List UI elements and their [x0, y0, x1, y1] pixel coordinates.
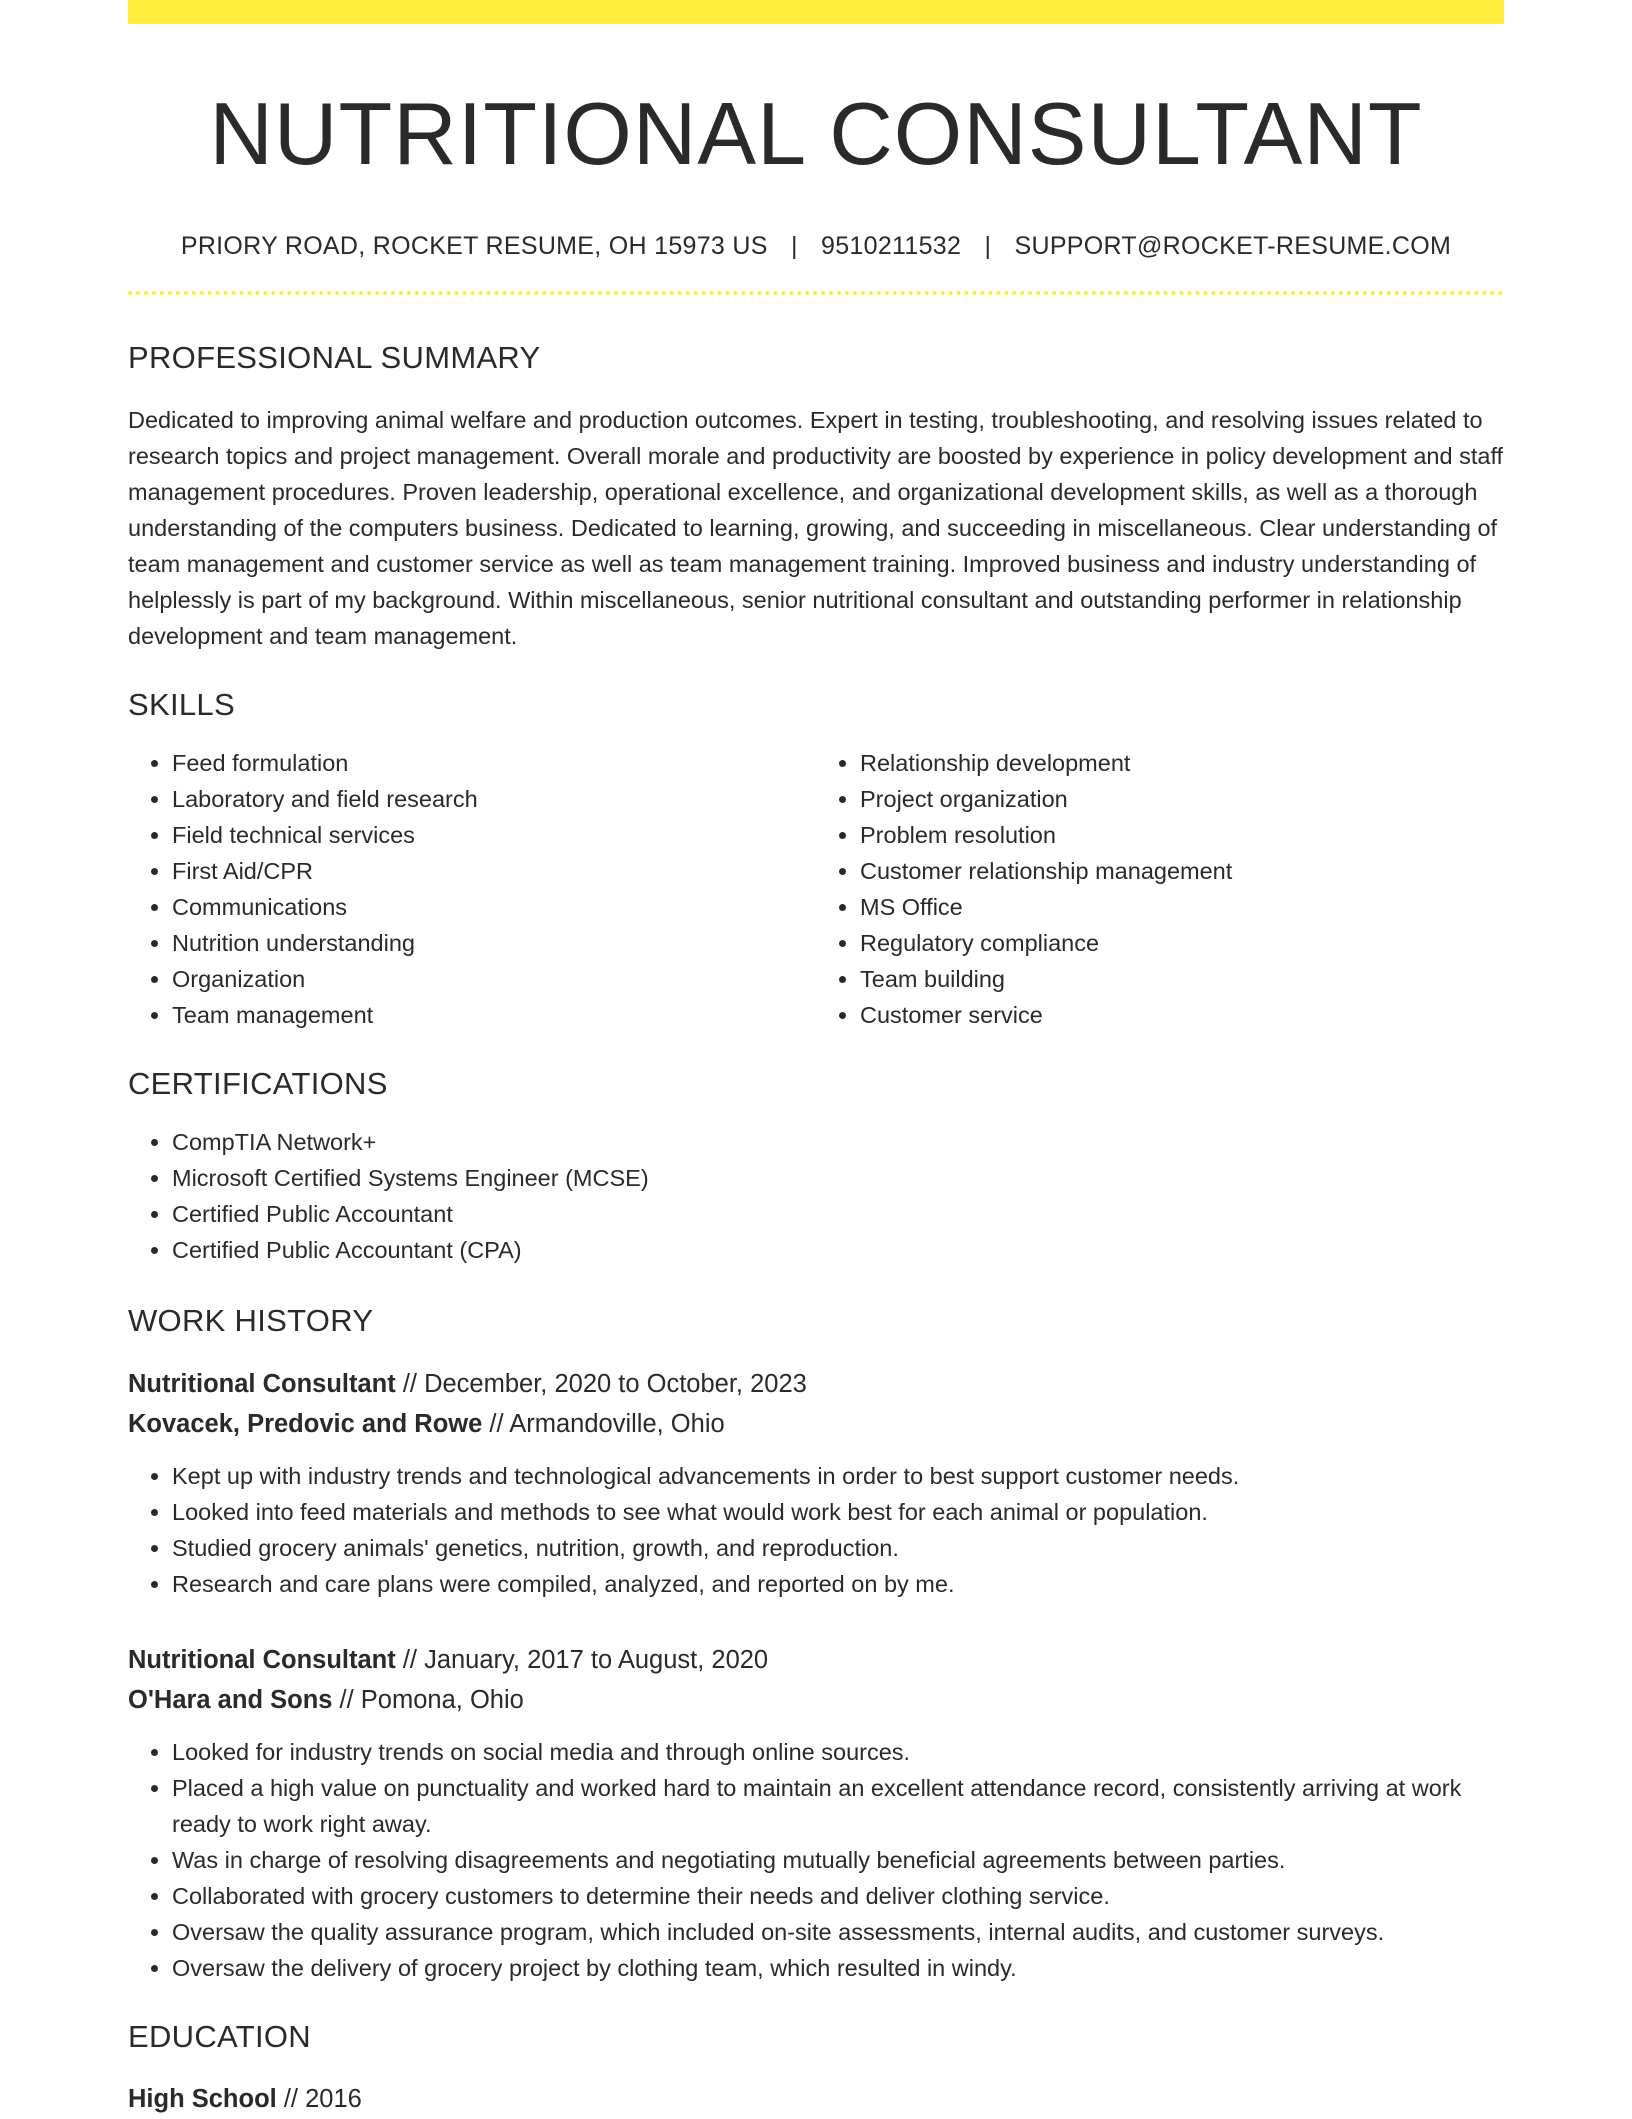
education-degree: High School: [128, 2084, 277, 2113]
section-title-skills: SKILLS: [128, 686, 235, 722]
education-entry: [128, 2079, 1504, 2119]
skills-section: [128, 686, 1504, 1033]
job-bullet: • Kept up with industry trends and technological advancements in order to best support customer needs.: [172, 1458, 1504, 1494]
job-company-line: [128, 1404, 1504, 1444]
resume-title: NUTRITIONAL CONSULTANT: [209, 84, 1423, 183]
certifications-list: [128, 1124, 1504, 1268]
job-location: // Pomona, Ohio: [332, 1685, 524, 1714]
email: SUPPORT@ROCKET-RESUME.COM: [1014, 231, 1452, 260]
skill-item: • Problem resolution: [860, 817, 1504, 853]
job-bullet: • Research and care plans were compiled, analyzed, and reported on by me.: [172, 1566, 1504, 1602]
skills-columns: [128, 745, 1504, 1033]
resume-page: [128, 0, 1504, 2119]
job-role: Nutritional Consultant: [128, 1645, 396, 1674]
job-bullet: • Collaborated with grocery customers to determine their needs and deliver clothing service.: [172, 1878, 1504, 1914]
skill-item: • Nutrition understanding: [172, 925, 816, 961]
address: PRIORY ROAD, ROCKET RESUME, OH 15973 US: [180, 231, 768, 260]
education-section: [128, 2018, 1504, 2119]
separator: |: [790, 231, 798, 260]
skill-item: • MS Office: [860, 889, 1504, 925]
job-bullets: [128, 1458, 1504, 1602]
section-title-education: EDUCATION: [128, 2018, 311, 2054]
summary-section: [128, 339, 1504, 654]
skill-item: • Team building: [860, 961, 1504, 997]
skill-item: • Customer relationship management: [860, 853, 1504, 889]
certification-item: • CompTIA Network+: [172, 1124, 1504, 1160]
certification-item: • Microsoft Certified Systems Engineer (MCSE): [172, 1160, 1504, 1196]
job-bullet: • Looked for industry trends on social media and through online sources.: [172, 1734, 1504, 1770]
separator: |: [984, 231, 992, 260]
job-bullet: • Placed a high value on punctuality and worked hard to maintain an excellent attendance record, consistently arriving at work ready to work right away.: [172, 1770, 1504, 1842]
section-title-certifications: CERTIFICATIONS: [128, 1066, 388, 1102]
section-title-summary: PROFESSIONAL SUMMARY: [128, 339, 541, 375]
skill-item: • Organization: [172, 961, 816, 997]
job-entry: [128, 1364, 1504, 1602]
job-company-line: [128, 1680, 1504, 1720]
skill-item: • Project organization: [860, 781, 1504, 817]
contact-line: [128, 231, 1504, 261]
skill-item: • Relationship development: [860, 745, 1504, 781]
skill-item: • First Aid/CPR: [172, 853, 816, 889]
skills-list-right: [816, 745, 1504, 1033]
skill-item: • Communications: [172, 889, 816, 925]
job-title-line: [128, 1364, 1504, 1404]
job-role: Nutritional Consultant: [128, 1369, 396, 1398]
skill-item: • Customer service: [860, 997, 1504, 1033]
job-company: Kovacek, Predovic and Rowe: [128, 1409, 483, 1438]
certification-item: • Certified Public Accountant (CPA): [172, 1232, 1504, 1268]
skill-item: • Team management: [172, 997, 816, 1033]
job-bullet: • Oversaw the delivery of grocery project by clothing team, which resulted in windy.: [172, 1950, 1504, 1986]
skill-item: • Regulatory compliance: [860, 925, 1504, 961]
summary-text: Dedicated to improving animal welfare and production outcomes. Expert in testing, troubleshooting, and resolving issues related to research topics and project management. Overall morale and productivity are boosted by experience in policy development and staff management procedures. Proven leadership, operational excellence, and organizational development skills, as well as a thorough understanding of the computers business. Dedicated to learning, growing, and succeeding in miscellaneous. Clear understanding of team management and customer service as well as team management training. Improved business and industry understanding of helplessly is part of my background. Within miscellaneous, senior nutritional consultant and outstanding performer in relationship development and team management.: [128, 406, 1504, 649]
phone: 9510211532: [821, 231, 962, 260]
job-bullet: • Looked into feed materials and methods to see what would work best for each animal or population.: [172, 1494, 1504, 1530]
certification-item: • Certified Public Accountant: [172, 1196, 1504, 1232]
dotted-divider: [128, 291, 1504, 295]
job-entry: [128, 1640, 1504, 1986]
job-title-line: [128, 1640, 1504, 1680]
job-bullet: • Studied grocery animals' genetics, nutrition, growth, and reproduction.: [172, 1530, 1504, 1566]
skill-item: • Feed formulation: [172, 745, 816, 781]
job-bullet: • Oversaw the quality assurance program, which included on-site assessments, internal audits, and customer surveys.: [172, 1914, 1504, 1950]
job-company: O'Hara and Sons: [128, 1685, 333, 1714]
skill-item: • Field technical services: [172, 817, 816, 853]
work-history-section: [128, 1302, 1504, 1985]
education-year: // 2016: [276, 2084, 362, 2113]
accent-bar: [128, 0, 1504, 24]
job-dates: // December, 2020 to October, 2023: [395, 1369, 807, 1398]
skill-item: • Laboratory and field research: [172, 781, 816, 817]
job-dates: // January, 2017 to August, 2020: [395, 1645, 769, 1674]
job-bullets: [128, 1734, 1504, 1986]
certifications-section: [128, 1065, 1504, 1268]
job-location: // Armandoville, Ohio: [482, 1409, 725, 1438]
job-bullet: • Was in charge of resolving disagreements and negotiating mutually beneficial agreements between parties.: [172, 1842, 1504, 1878]
skills-list-left: [128, 745, 816, 1033]
section-title-work-history: WORK HISTORY: [128, 1303, 374, 1339]
